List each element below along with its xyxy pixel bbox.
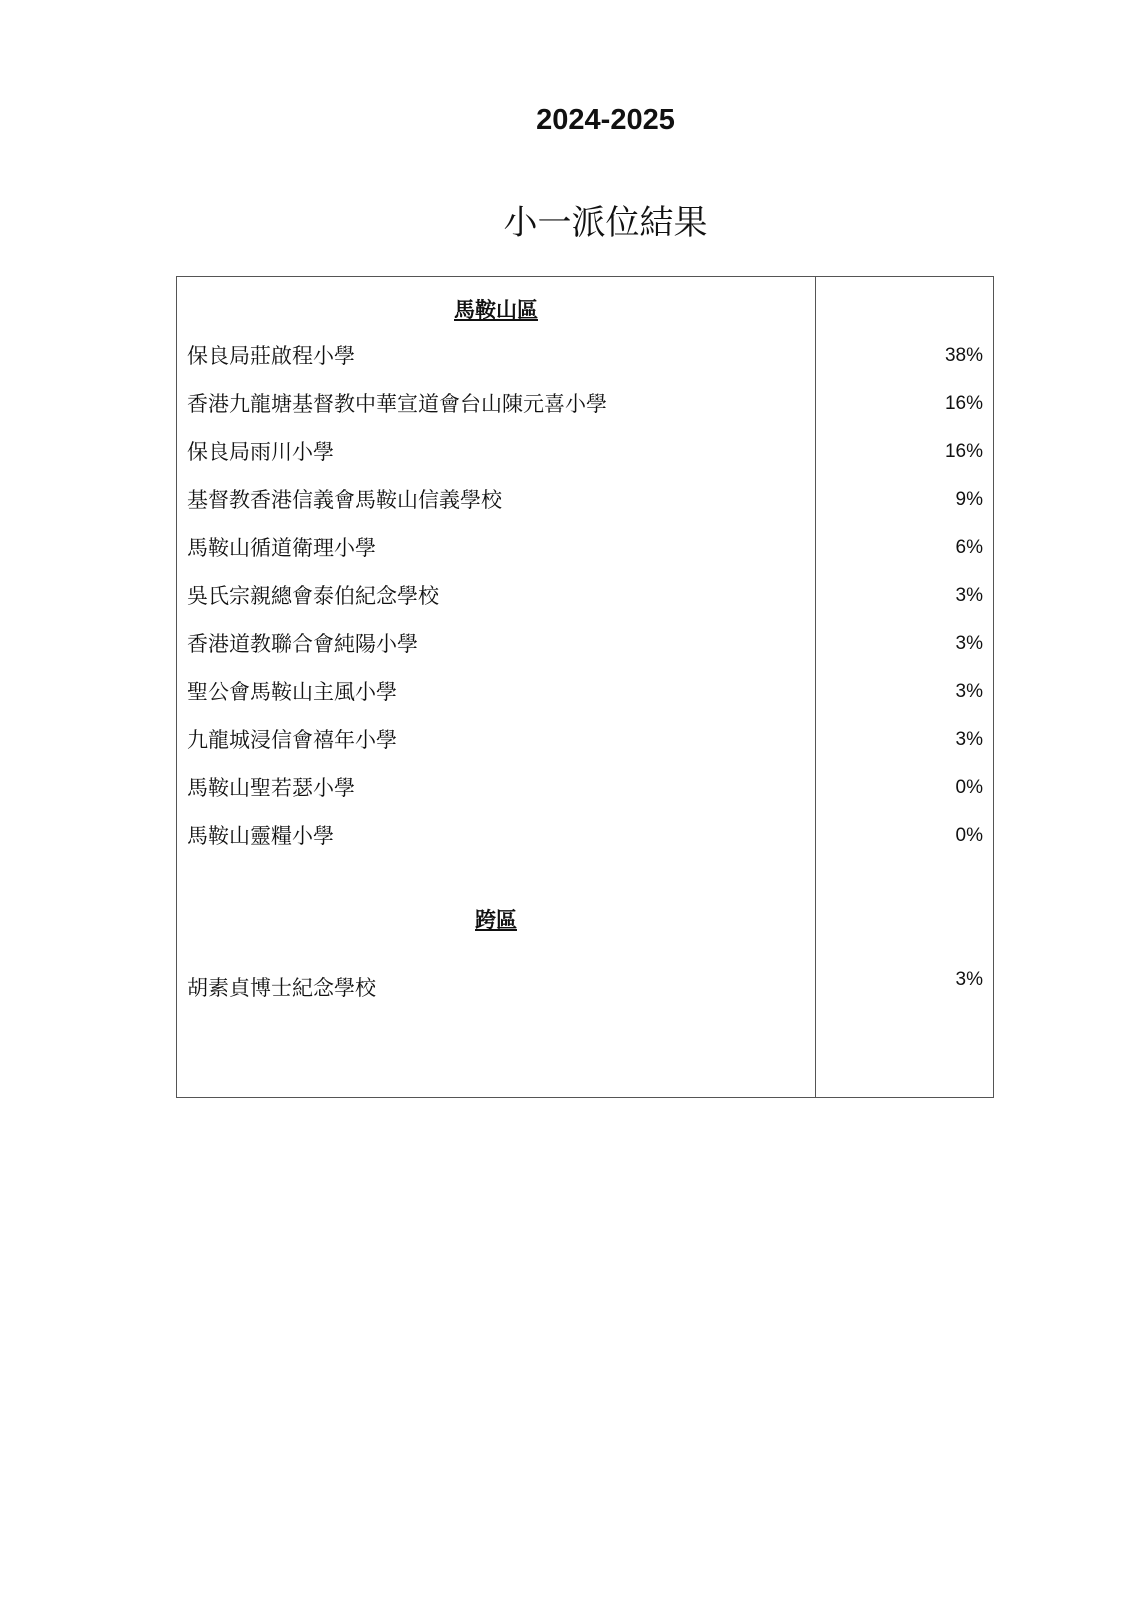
school-percentage: 0% bbox=[955, 825, 983, 846]
school-percentage: 3% bbox=[955, 585, 983, 606]
school-percentage: 3% bbox=[955, 729, 983, 750]
school-name: 香港九龍塘基督教中華宣道會台山陳元喜小學 bbox=[187, 392, 607, 416]
page-title: 小一派位結果 bbox=[503, 203, 708, 243]
section-heading-cross-district: 跨區 bbox=[475, 908, 517, 932]
column-divider bbox=[815, 277, 816, 1097]
section-heading-ma-on-shan: 馬鞍山區 bbox=[454, 298, 538, 322]
results-table bbox=[176, 276, 994, 1098]
school-percentage: 3% bbox=[955, 633, 983, 654]
school-percentage: 3% bbox=[955, 681, 983, 702]
school-percentage: 3% bbox=[955, 969, 983, 990]
school-name: 九龍城浸信會禧年小學 bbox=[187, 728, 397, 752]
school-name: 馬鞍山靈糧小學 bbox=[187, 824, 334, 848]
school-name: 保良局雨川小學 bbox=[187, 440, 334, 464]
school-percentage: 9% bbox=[955, 489, 983, 510]
school-name: 香港道教聯合會純陽小學 bbox=[187, 632, 418, 656]
school-name: 保良局莊啟程小學 bbox=[187, 344, 355, 368]
school-percentage: 16% bbox=[944, 441, 983, 462]
school-name: 基督教香港信義會馬鞍山信義學校 bbox=[187, 488, 502, 512]
school-percentage: 6% bbox=[955, 537, 983, 558]
school-name: 馬鞍山循道衛理小學 bbox=[187, 536, 376, 560]
school-percentage: 38% bbox=[944, 345, 983, 366]
school-percentage: 0% bbox=[955, 777, 983, 798]
year-heading: 2024-2025 bbox=[536, 104, 675, 136]
school-percentage: 16% bbox=[944, 393, 983, 414]
school-name: 吳氏宗親總會泰伯紀念學校 bbox=[187, 584, 439, 608]
school-name: 聖公會馬鞍山主風小學 bbox=[187, 680, 397, 704]
school-name: 馬鞍山聖若瑟小學 bbox=[187, 776, 355, 800]
school-name: 胡素貞博士紀念學校 bbox=[187, 976, 376, 1000]
